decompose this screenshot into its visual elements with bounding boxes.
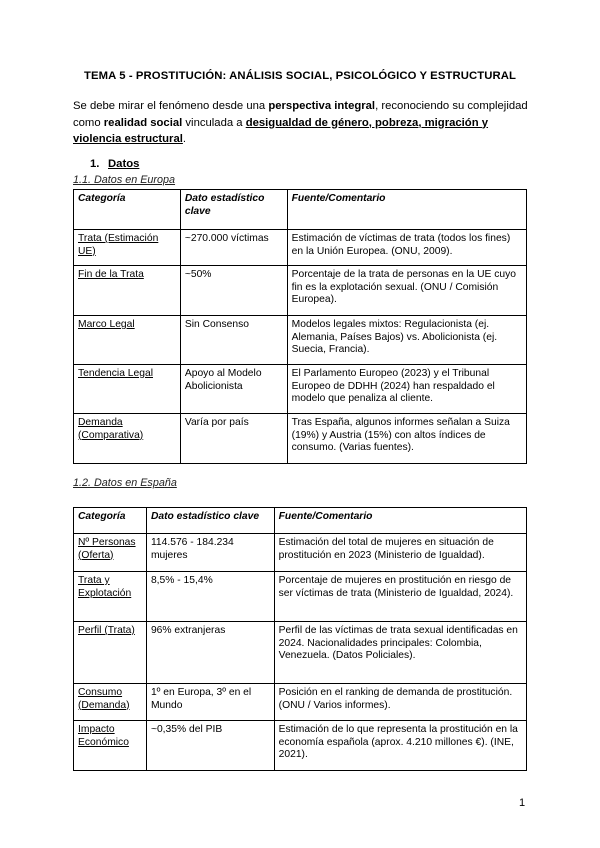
intro-paragraph: Se debe mirar el fenómeno desde una perspectiva integral, reconociendo su complejidad como realidad social vinculada a desigualdad de género, pobreza, migración y violencia estructural. — [73, 100, 528, 145]
document-title: TEMA 5 - PROSTITUCIÓN: ANÁLISIS SOCIAL, PSICOLÓGICO Y ESTRUCTURAL — [83, 70, 517, 82]
category-cell: Demanda (Comparativa) — [74, 414, 181, 464]
table-row — [74, 365, 527, 414]
table-row — [74, 414, 527, 464]
category-cell: Trata (Estimación UE) — [74, 230, 181, 266]
value-cell: Sin Consenso — [180, 316, 287, 365]
table-row — [74, 622, 527, 684]
comment-cell: Posición en el ranking de demanda de prostitución. (ONU / Varios informes). — [274, 684, 526, 721]
value-cell: 96% extranjeras — [146, 622, 274, 684]
value-cell: 114.576 - 184.234 mujeres — [146, 534, 274, 572]
value-cell: Apoyo al Modelo Abolicionista — [180, 365, 287, 414]
comment-cell: Porcentaje de la trata de personas en la UE cuyo fin es la explotación sexual. (ONU / Comisión Europea). — [287, 266, 526, 316]
comment-cell: Estimación de lo que representa la prostitución en la economía española (aprox. 4.210 millones €). (INE, 2021). — [274, 721, 526, 771]
comment-cell: Estimación de víctimas de trata (todos los fines) en la Unión Europea. (ONU, 2009). — [287, 230, 526, 266]
table-header-row — [74, 190, 527, 230]
category-cell: Consumo (Demanda) — [74, 684, 147, 721]
category-cell: Perfil (Trata) — [74, 622, 147, 684]
column-header: Dato estadístico clave — [146, 508, 274, 534]
table-row — [74, 684, 527, 721]
table-header-row — [74, 508, 527, 534]
table-europa — [73, 189, 527, 464]
comment-cell: El Parlamento Europeo (2023) y el Tribunal Europeo de DDHH (2024) han respaldado el modelo que penaliza al cliente. — [287, 365, 526, 414]
page-number: 1 — [519, 797, 526, 809]
table-row — [74, 572, 527, 622]
category-cell: Tendencia Legal — [74, 365, 181, 414]
section-heading-datos: 1. Datos — [90, 158, 140, 170]
table-row — [74, 316, 527, 365]
subsection-heading-europa: 1.1. Datos en Europa — [73, 174, 176, 186]
column-header: Fuente/Comentario — [274, 508, 526, 534]
value-cell: 8,5% - 15,4% — [146, 572, 274, 622]
table-row — [74, 266, 527, 316]
value-cell: ~0,35% del PIB — [146, 721, 274, 771]
subsection-heading-espana: 1.2. Datos en España — [73, 477, 177, 489]
category-cell: Fin de la Trata — [74, 266, 181, 316]
comment-cell: Estimación del total de mujeres en situación de prostitución en 2023 (Ministerio de Igualdad). — [274, 534, 526, 572]
column-header: Fuente/Comentario — [287, 190, 526, 230]
table-espana — [73, 507, 527, 771]
comment-cell: Porcentaje de mujeres en prostitución en riesgo de ser víctimas de trata (Ministerio de Igualdad, 2024). — [274, 572, 526, 622]
category-cell: Marco Legal — [74, 316, 181, 365]
comment-cell: Perfil de las víctimas de trata sexual identificadas en 2024. Nacionalidades principales: Colombia, Venezuela. (Datos Policiales). — [274, 622, 526, 684]
column-header: Categoría — [74, 508, 147, 534]
comment-cell: Modelos legales mixtos: Regulacionista (ej. Alemania, Países Bajos) vs. Abolicionista (ej. Suecia, Francia). — [287, 316, 526, 365]
comment-cell: Tras España, algunos informes señalan a Suiza (19%) y Austria (15%) con altos índices de consumo. (Varias fuentes). — [287, 414, 526, 464]
column-header: Dato estadístico clave — [180, 190, 287, 230]
table-row — [74, 721, 527, 771]
value-cell: 1º en Europa, 3º en el Mundo — [146, 684, 274, 721]
column-header: Categoría — [74, 190, 181, 230]
value-cell: Varía por país — [180, 414, 287, 464]
category-cell: Impacto Económico — [74, 721, 147, 771]
category-cell: Nº Personas (Oferta) — [74, 534, 147, 572]
value-cell: ~270.000 víctimas — [180, 230, 287, 266]
category-cell: Trata y Explotación — [74, 572, 147, 622]
table-row — [74, 534, 527, 572]
value-cell: ~50% — [180, 266, 287, 316]
table-row — [74, 230, 527, 266]
